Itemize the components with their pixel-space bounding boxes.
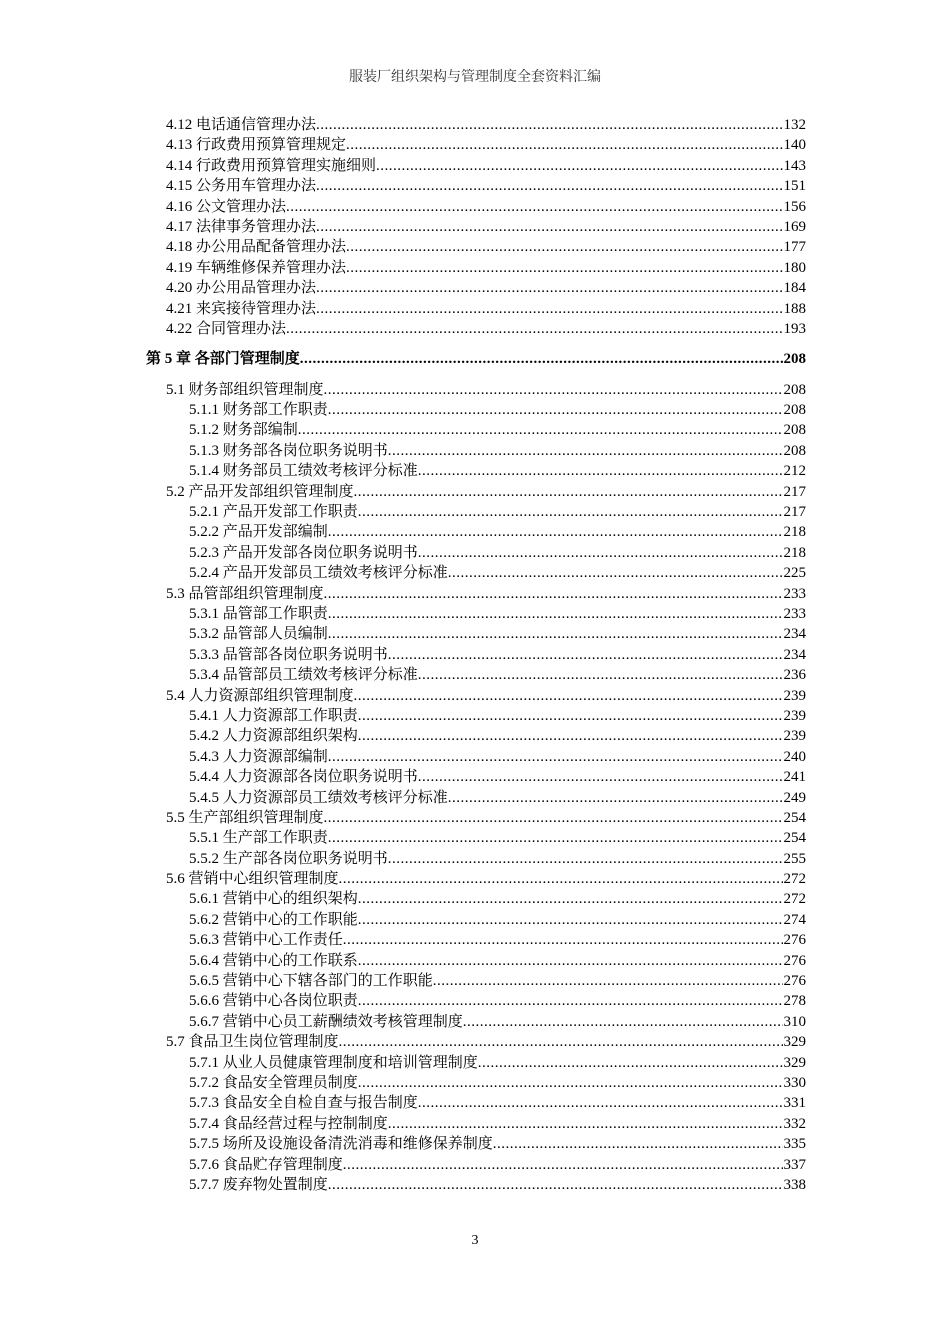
toc-dot-leader bbox=[316, 115, 782, 135]
toc-entry-page: 177 bbox=[783, 239, 806, 256]
toc-entry-page: 184 bbox=[783, 280, 806, 297]
toc-entry-page: 233 bbox=[783, 585, 806, 602]
toc-entry-label: 5.1.4 财务部员工绩效考核评分标准 bbox=[189, 463, 418, 480]
toc-entry-page: 239 bbox=[783, 728, 806, 745]
toc-entry[interactable] bbox=[166, 217, 806, 237]
toc-entry-page: 329 bbox=[783, 1054, 806, 1071]
toc-entry-label: 5.4.4 人力资源部各岗位职务说明书 bbox=[189, 769, 418, 786]
toc-entry[interactable] bbox=[166, 380, 806, 400]
toc-entry-label: 4.14 行政费用预算管理实施细则 bbox=[166, 157, 377, 174]
toc-entry[interactable] bbox=[189, 951, 806, 971]
toc-entry-page: 217 bbox=[783, 483, 806, 500]
toc-dot-leader bbox=[346, 135, 782, 155]
toc-entry[interactable] bbox=[189, 828, 806, 848]
toc-dot-leader bbox=[376, 156, 782, 176]
toc-dot-leader bbox=[316, 278, 782, 298]
toc-entry[interactable] bbox=[189, 645, 806, 665]
toc-entry-label: 5.4.5 人力资源部员工绩效考核评分标准 bbox=[189, 789, 448, 806]
toc-entry-label: 5.3.4 品管部员工绩效考核评分标准 bbox=[189, 667, 418, 684]
toc-entry-page: 151 bbox=[783, 178, 806, 195]
toc-entry-label: 5.7.1 从业人员健康管理制度和培训管理制度 bbox=[189, 1054, 478, 1071]
toc-entry-label: 5.2.1 产品开发部工作职责 bbox=[189, 504, 358, 521]
toc-dot-leader bbox=[448, 563, 783, 583]
table-of-contents bbox=[0, 115, 950, 1195]
toc-entry-label: 4.22 合同管理办法 bbox=[166, 320, 287, 337]
toc-entry[interactable] bbox=[189, 1175, 806, 1195]
toc-dot-leader bbox=[286, 197, 782, 217]
toc-entry-page: 208 bbox=[783, 422, 806, 439]
toc-entry-page: 337 bbox=[783, 1156, 806, 1173]
toc-entry[interactable] bbox=[189, 1093, 806, 1113]
toc-entry[interactable] bbox=[189, 726, 806, 746]
toc-entry[interactable] bbox=[166, 197, 806, 217]
toc-dot-leader bbox=[418, 665, 783, 685]
toc-dot-leader bbox=[388, 1114, 783, 1134]
toc-entry-label: 4.15 公务用车管理办法 bbox=[166, 178, 317, 195]
toc-entry-label: 5.6.3 营销中心工作责任 bbox=[189, 932, 343, 949]
toc-entry-page: 218 bbox=[783, 524, 806, 541]
toc-entry-page: 335 bbox=[783, 1136, 806, 1153]
toc-entry-label: 4.13 行政费用预算管理规定 bbox=[166, 137, 347, 154]
toc-entry-label: 5.6.6 营销中心各岗位职责 bbox=[189, 993, 358, 1010]
toc-entry[interactable] bbox=[189, 665, 806, 685]
toc-entry-page: 254 bbox=[783, 830, 806, 847]
toc-dot-leader bbox=[298, 420, 783, 440]
toc-entry[interactable] bbox=[189, 502, 806, 522]
toc-entry[interactable] bbox=[189, 706, 806, 726]
toc-dot-leader bbox=[358, 1073, 783, 1093]
toc-dot-leader bbox=[328, 747, 783, 767]
toc-entry[interactable] bbox=[166, 584, 806, 604]
toc-dot-leader bbox=[316, 217, 782, 237]
page-header-title: 服装厂组织架构与管理制度全套资料汇编 bbox=[349, 70, 601, 85]
toc-entry-page: 239 bbox=[783, 687, 806, 704]
toc-entry-label: 5.2.4 产品开发部员工绩效考核评分标准 bbox=[189, 565, 448, 582]
toc-entry-label: 5.5.1 生产部工作职责 bbox=[189, 830, 328, 847]
toc-entry-label: 4.20 办公用品管理办法 bbox=[166, 280, 317, 297]
toc-dot-leader bbox=[433, 971, 783, 991]
toc-entry-page: 332 bbox=[783, 1115, 806, 1132]
toc-dot-leader bbox=[388, 645, 783, 665]
toc-dot-leader bbox=[358, 951, 783, 971]
toc-dot-leader bbox=[418, 1093, 783, 1113]
toc-dot-leader bbox=[339, 1032, 783, 1052]
toc-dot-leader bbox=[358, 991, 783, 1011]
toc-entry-label: 5.3.1 品管部工作职责 bbox=[189, 605, 328, 622]
toc-entry[interactable] bbox=[189, 889, 806, 909]
toc-entry[interactable] bbox=[166, 115, 806, 135]
toc-entry-page: 217 bbox=[783, 504, 806, 521]
toc-dot-leader bbox=[343, 930, 783, 950]
toc-entry-page: 208 bbox=[783, 442, 806, 459]
toc-dot-leader bbox=[358, 889, 783, 909]
toc-dot-leader bbox=[328, 522, 783, 542]
toc-entry-page: 241 bbox=[783, 769, 806, 786]
toc-entry[interactable] bbox=[189, 543, 806, 563]
toc-dot-leader bbox=[300, 349, 783, 369]
toc-entry[interactable] bbox=[189, 420, 806, 440]
toc-dot-leader bbox=[478, 1053, 783, 1073]
toc-entry-label: 4.17 法律事务管理办法 bbox=[166, 218, 317, 235]
toc-dot-leader bbox=[343, 1155, 783, 1175]
toc-entry[interactable] bbox=[166, 319, 806, 339]
toc-entry-page: 278 bbox=[783, 993, 806, 1010]
toc-entry-page: 169 bbox=[783, 218, 806, 235]
toc-entry-page: 255 bbox=[783, 850, 806, 867]
toc-entry-page: 254 bbox=[783, 809, 806, 826]
toc-entry-label: 4.16 公文管理办法 bbox=[166, 198, 287, 215]
toc-dot-leader bbox=[324, 584, 783, 604]
toc-entry-page: 310 bbox=[783, 1013, 806, 1030]
toc-entry[interactable] bbox=[189, 1053, 806, 1073]
toc-dot-leader bbox=[328, 828, 783, 848]
toc-entry[interactable] bbox=[189, 1155, 806, 1175]
toc-entry-label: 5.4.2 人力资源部组织架构 bbox=[189, 728, 358, 745]
toc-entry-page: 338 bbox=[783, 1176, 806, 1193]
toc-dot-leader bbox=[493, 1134, 783, 1154]
toc-dot-leader bbox=[328, 400, 783, 420]
toc-entry-label: 5.7.3 食品安全自检自查与报告制度 bbox=[189, 1095, 418, 1112]
toc-entry-label: 5.7.2 食品安全管理员制度 bbox=[189, 1074, 358, 1091]
toc-entry-page: 140 bbox=[783, 137, 806, 154]
toc-entry-label: 5.4 人力资源部组织管理制度 bbox=[166, 687, 354, 704]
toc-entry-page: 180 bbox=[783, 259, 806, 276]
toc-dot-leader bbox=[324, 808, 783, 828]
toc-dot-leader bbox=[354, 686, 783, 706]
toc-entry[interactable] bbox=[189, 788, 806, 808]
toc-entry-label: 4.18 办公用品配备管理办法 bbox=[166, 239, 347, 256]
toc-dot-leader bbox=[316, 176, 782, 196]
toc-entry-page: 331 bbox=[783, 1095, 806, 1112]
toc-dot-leader bbox=[418, 461, 783, 481]
toc-dot-leader bbox=[354, 482, 783, 502]
toc-entry-page: 193 bbox=[783, 320, 806, 337]
toc-entry[interactable] bbox=[189, 1012, 806, 1032]
toc-entry-label: 5.4.3 人力资源部编制 bbox=[189, 748, 328, 765]
toc-entry-page: 225 bbox=[783, 565, 806, 582]
toc-entry-label: 5.7.5 场所及设施设备清洗消毒和维修保养制度 bbox=[189, 1136, 493, 1153]
toc-entry-label: 5.2.2 产品开发部编制 bbox=[189, 524, 328, 541]
toc-entry-label: 第 5 章 各部门管理制度 bbox=[146, 351, 300, 368]
toc-entry[interactable] bbox=[189, 971, 806, 991]
toc-entry-page: 276 bbox=[783, 952, 806, 969]
toc-entry-label: 5.5.2 生产部各岗位职务说明书 bbox=[189, 850, 388, 867]
toc-entry[interactable] bbox=[189, 1073, 806, 1093]
toc-dot-leader bbox=[316, 299, 782, 319]
toc-entry-page: 156 bbox=[783, 198, 806, 215]
toc-entry[interactable] bbox=[166, 482, 806, 502]
toc-entry-page: 240 bbox=[783, 748, 806, 765]
toc-entry-label: 5.6.5 营销中心下辖各部门的工作职能 bbox=[189, 973, 433, 990]
toc-dot-leader bbox=[388, 849, 783, 869]
toc-entry-page: 188 bbox=[783, 300, 806, 317]
toc-entry[interactable] bbox=[189, 1134, 806, 1154]
toc-entry-page: 276 bbox=[783, 932, 806, 949]
toc-dot-leader bbox=[339, 869, 783, 889]
toc-entry-label: 5.4.1 人力资源部工作职责 bbox=[189, 707, 358, 724]
toc-entry-page: 208 bbox=[783, 381, 806, 398]
toc-entry-label: 4.21 来宾接待管理办法 bbox=[166, 300, 317, 317]
toc-dot-leader bbox=[328, 624, 783, 644]
toc-entry[interactable] bbox=[189, 1114, 806, 1134]
toc-entry-page: 272 bbox=[783, 871, 806, 888]
toc-entry-page: 234 bbox=[783, 626, 806, 643]
toc-entry-page: 276 bbox=[783, 973, 806, 990]
toc-entry-label: 4.19 车辆维修保养管理办法 bbox=[166, 259, 347, 276]
toc-entry-label: 5.6 营销中心组织管理制度 bbox=[166, 871, 339, 888]
toc-entry-page: 218 bbox=[783, 544, 806, 561]
toc-entry-label: 5.7.6 食品贮存管理制度 bbox=[189, 1156, 343, 1173]
toc-entry-label: 5.1.1 财务部工作职责 bbox=[189, 402, 328, 419]
toc-entry-label: 5.2 产品开发部组织管理制度 bbox=[166, 483, 354, 500]
toc-dot-leader bbox=[463, 1012, 783, 1032]
toc-entry[interactable] bbox=[189, 747, 806, 767]
toc-entry-label: 5.6.2 营销中心的工作职能 bbox=[189, 911, 358, 928]
toc-entry[interactable] bbox=[189, 461, 806, 481]
toc-entry-label: 5.2.3 产品开发部各岗位职务说明书 bbox=[189, 544, 418, 561]
toc-entry-page: 208 bbox=[783, 402, 806, 419]
toc-entry[interactable] bbox=[189, 604, 806, 624]
toc-entry[interactable] bbox=[166, 1032, 806, 1052]
toc-dot-leader bbox=[418, 767, 783, 787]
toc-dot-leader bbox=[388, 441, 783, 461]
toc-entry-label: 5.6.1 营销中心的组织架构 bbox=[189, 891, 358, 908]
toc-entry-label: 5.3.2 品管部人员编制 bbox=[189, 626, 328, 643]
toc-dot-leader bbox=[328, 604, 783, 624]
toc-entry[interactable] bbox=[189, 441, 806, 461]
toc-entry-page: 233 bbox=[783, 605, 806, 622]
toc-dot-leader bbox=[358, 726, 783, 746]
toc-entry[interactable] bbox=[166, 686, 806, 706]
toc-entry[interactable] bbox=[189, 991, 806, 1011]
toc-entry-label: 5.5 生产部组织管理制度 bbox=[166, 809, 324, 826]
toc-entry-label: 5.3 品管部组织管理制度 bbox=[166, 585, 324, 602]
toc-entry[interactable] bbox=[166, 156, 806, 176]
page-number: 3 bbox=[471, 1233, 479, 1248]
toc-dot-leader bbox=[328, 1175, 783, 1195]
toc-entry-page: 212 bbox=[783, 463, 806, 480]
toc-entry[interactable] bbox=[189, 767, 806, 787]
toc-entry-page: 272 bbox=[783, 891, 806, 908]
toc-entry-label: 5.1.3 财务部各岗位职务说明书 bbox=[189, 442, 388, 459]
toc-dot-leader bbox=[358, 910, 783, 930]
toc-dot-leader bbox=[286, 319, 782, 339]
toc-entry[interactable] bbox=[166, 237, 806, 257]
toc-entry[interactable] bbox=[189, 400, 806, 420]
toc-entry-page: 330 bbox=[783, 1074, 806, 1091]
toc-entry[interactable] bbox=[189, 563, 806, 583]
toc-entry-page: 329 bbox=[783, 1034, 806, 1051]
toc-entry-label: 5.7 食品卫生岗位管理制度 bbox=[166, 1034, 339, 1051]
toc-dot-leader bbox=[358, 502, 783, 522]
toc-entry-page: 143 bbox=[783, 157, 806, 174]
toc-entry-page: 208 bbox=[783, 351, 806, 368]
toc-entry-label: 4.12 电话通信管理办法 bbox=[166, 117, 317, 133]
toc-entry-label: 5.7.7 废弃物处置制度 bbox=[189, 1176, 328, 1193]
toc-entry-label: 5.7.4 食品经营过程与控制制度 bbox=[189, 1115, 388, 1132]
toc-entry[interactable] bbox=[166, 278, 806, 298]
toc-dot-leader bbox=[324, 380, 783, 400]
toc-dot-leader bbox=[418, 543, 783, 563]
toc-entry-label: 5.6.4 营销中心的工作联系 bbox=[189, 952, 358, 969]
toc-entry-label: 5.1.2 财务部编制 bbox=[189, 422, 298, 439]
toc-entry[interactable] bbox=[166, 299, 806, 319]
toc-entry[interactable] bbox=[189, 849, 806, 869]
toc-entry-label: 5.3.3 品管部各岗位职务说明书 bbox=[189, 646, 388, 663]
toc-chapter-entry[interactable] bbox=[146, 349, 806, 369]
toc-entry-page: 234 bbox=[783, 646, 806, 663]
toc-entry-page: 132 bbox=[783, 117, 806, 133]
toc-entry[interactable] bbox=[189, 522, 806, 542]
toc-dot-leader bbox=[346, 237, 782, 257]
toc-entry[interactable] bbox=[166, 135, 806, 155]
toc-dot-leader bbox=[358, 706, 783, 726]
toc-entry-page: 274 bbox=[783, 911, 806, 928]
toc-entry[interactable] bbox=[189, 930, 806, 950]
toc-dot-leader bbox=[346, 258, 782, 278]
toc-entry[interactable] bbox=[189, 910, 806, 930]
toc-entry[interactable] bbox=[166, 869, 806, 889]
toc-entry[interactable] bbox=[166, 258, 806, 278]
toc-entry-label: 5.6.7 营销中心员工薪酬绩效考核管理制度 bbox=[189, 1013, 463, 1030]
toc-dot-leader bbox=[448, 788, 783, 808]
toc-entry-page: 236 bbox=[783, 667, 806, 684]
toc-entry[interactable] bbox=[166, 808, 806, 828]
toc-entry[interactable] bbox=[166, 176, 806, 196]
toc-entry-page: 249 bbox=[783, 789, 806, 806]
toc-entry-label: 5.1 财务部组织管理制度 bbox=[166, 381, 324, 398]
toc-entry-page: 239 bbox=[783, 707, 806, 724]
toc-entry[interactable] bbox=[189, 624, 806, 644]
